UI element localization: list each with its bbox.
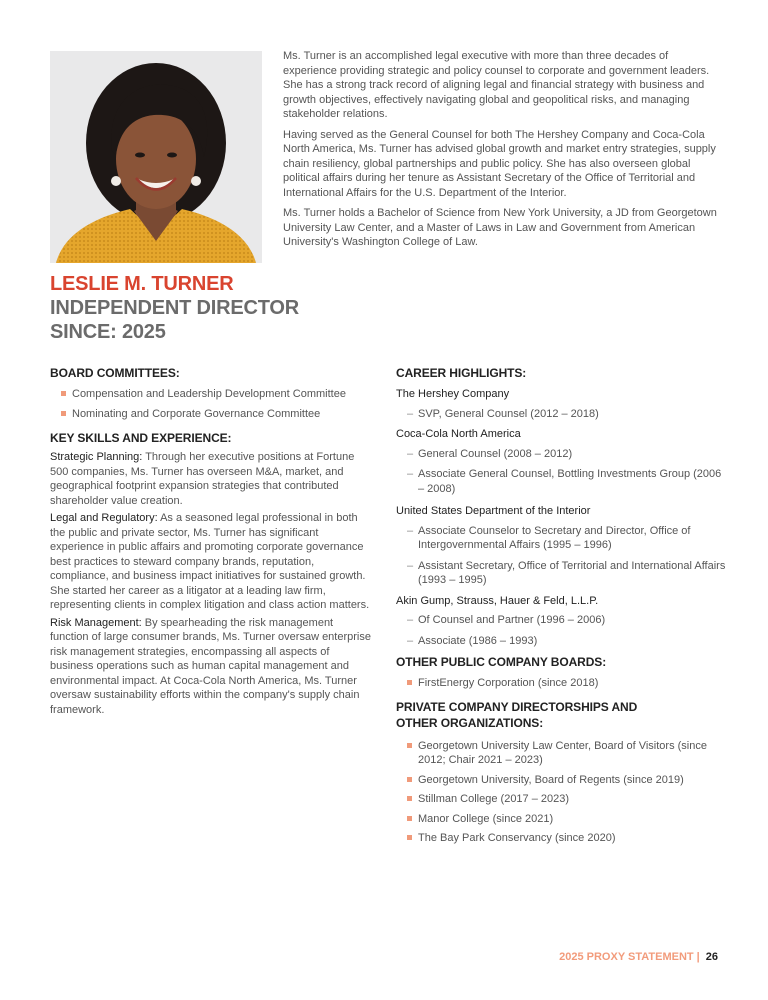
skill-paragraph: Risk Management: By spearheading the risk management function of large consumer brands, Ms. Turner oversaw enterprise risk management strategies, encompassing all aspects of business operations such as human capital management and environmental impact. At Coca-Cola North America, Ms. Turner oversaw sustainability efforts within the company's supply chain framework. [50,616,371,716]
bio-paragraph: Having served as the General Counsel for both The Hershey Company and Coca-Cola North America, Ms. Turner has advised global growth and market entry strategies, supply chain resiliency, global partnerships and public policy. She has also overseen global political affairs during her tenure as Assistant Secretary of the Office of Territorial and International Affairs for the U.S. Department of the Interior. [283,128,716,199]
career-list [396,387,726,648]
list-item: – Of Counsel and Partner (1996 – 2006) [396,613,726,628]
list-item: FirstEnergy Corporation (since 2018) [396,676,726,691]
square-bullet-icon [407,796,412,801]
company-roles [396,524,726,588]
company-name: The Hershey Company [396,388,510,400]
other-boards-list [396,676,726,691]
director-since: SINCE: 2025 [50,321,166,343]
list-item: – Associate (1986 – 1993) [396,634,726,649]
private-orgs-heading: PRIVATE COMPANY DIRECTORSHIPS AND OTHER ORGANIZATIONS: [396,699,638,730]
list-item: Georgetown University Law Center, Board of Visitors (since 2012; Chair 2021 – 2023) [396,739,726,768]
skill-label: Legal and Regulatory: [50,512,158,524]
board-committees-list [50,387,372,421]
page-number: 26 [705,951,718,963]
page-footer [559,950,718,965]
company-name: Coca-Cola North America [396,428,521,440]
right-column [396,365,726,851]
list-item: Compensation and Leadership Development Committee [50,387,372,402]
square-bullet-icon [407,835,412,840]
list-item: Georgetown University, Board of Regents (since 2019) [396,773,726,788]
company-roles [396,447,726,497]
list-item: Manor College (since 2021) [396,812,726,827]
square-bullet-icon [407,743,412,748]
skill-paragraph: Legal and Regulatory: As a seasoned legal professional in both the public and private sector, Ms. Turner has significant experience in public affairs and promoting corporate governance best practices to steward company brands, reputation, compliance, and business impact initiatives for sustained growth. She started her career as a litigator at a leading law firm, representing clients in complex litigation and class action matters. [50,512,370,611]
list-item: – SVP, General Counsel (2012 – 2018) [396,407,726,422]
skill-paragraph: Strategic Planning: Through her executive positions at Fortune 500 companies, Ms. Turner has overseen M&A, market, and geographical footprint expansion strategies that contributed shareholder value creation. [50,451,355,507]
company-name: Akin Gump, Strauss, Hauer & Feld, L.L.P. [396,594,599,607]
square-bullet-icon [61,391,66,396]
company-roles [396,613,726,648]
left-column [50,365,372,720]
company-roles [396,407,726,422]
list-item: Nominating and Corporate Governance Committee [50,407,372,422]
bio-paragraph: Ms. Turner holds a Bachelor of Science from New York University, a JD from Georgetown University Law Center, and a Master of Laws in Law and Government from American University's Washington College of Law. [283,207,717,248]
list-item: Stillman College (2017 – 2023) [396,792,726,807]
square-bullet-icon [61,411,66,416]
bio-paragraph: Ms. Turner is an accomplished legal executive with more than three decades of experience providing strategic and policy counsel to corporate and government leaders. She has a strong track record of aligning legal and financial strategy with business and growth objectives, effectively navigating global and geopolitical risks, and managing stakeholder relations. [283,50,710,120]
key-skills-list [50,450,372,717]
square-bullet-icon [407,777,412,782]
career-highlights-heading: CAREER HIGHLIGHTS: [396,366,527,380]
list-item: – General Counsel (2008 – 2012) [396,447,726,462]
list-item: – Associate Counselor to Secretary and Director, Office of Intergovernmental Affairs (1995 – 1996) [396,524,726,553]
key-skills-heading: KEY SKILLS AND EXPERIENCE: [50,431,232,445]
company-name: United States Department of the Interior [396,505,591,517]
skill-label: Strategic Planning: [50,451,143,463]
list-item: – Assistant Secretary, Office of Territorial and International Affairs (1993 – 1995) [396,559,726,588]
list-item: – Associate General Counsel, Bottling Investments Group (2006 – 2008) [396,467,726,496]
square-bullet-icon [407,680,412,685]
director-role: INDEPENDENT DIRECTOR [50,297,299,319]
private-orgs-list [396,739,726,846]
list-item: The Bay Park Conservancy (since 2020) [396,831,726,846]
director-bio [283,49,723,256]
director-photo [50,51,262,263]
footer-label: 2025 PROXY STATEMENT | [559,951,700,963]
skill-label: Risk Management: [50,616,142,629]
other-boards-heading: OTHER PUBLIC COMPANY BOARDS: [396,655,607,669]
square-bullet-icon [407,816,412,821]
director-name-block [50,272,299,344]
board-committees-heading: BOARD COMMITTEES: [50,366,180,380]
director-name: LESLIE M. TURNER [50,273,234,295]
